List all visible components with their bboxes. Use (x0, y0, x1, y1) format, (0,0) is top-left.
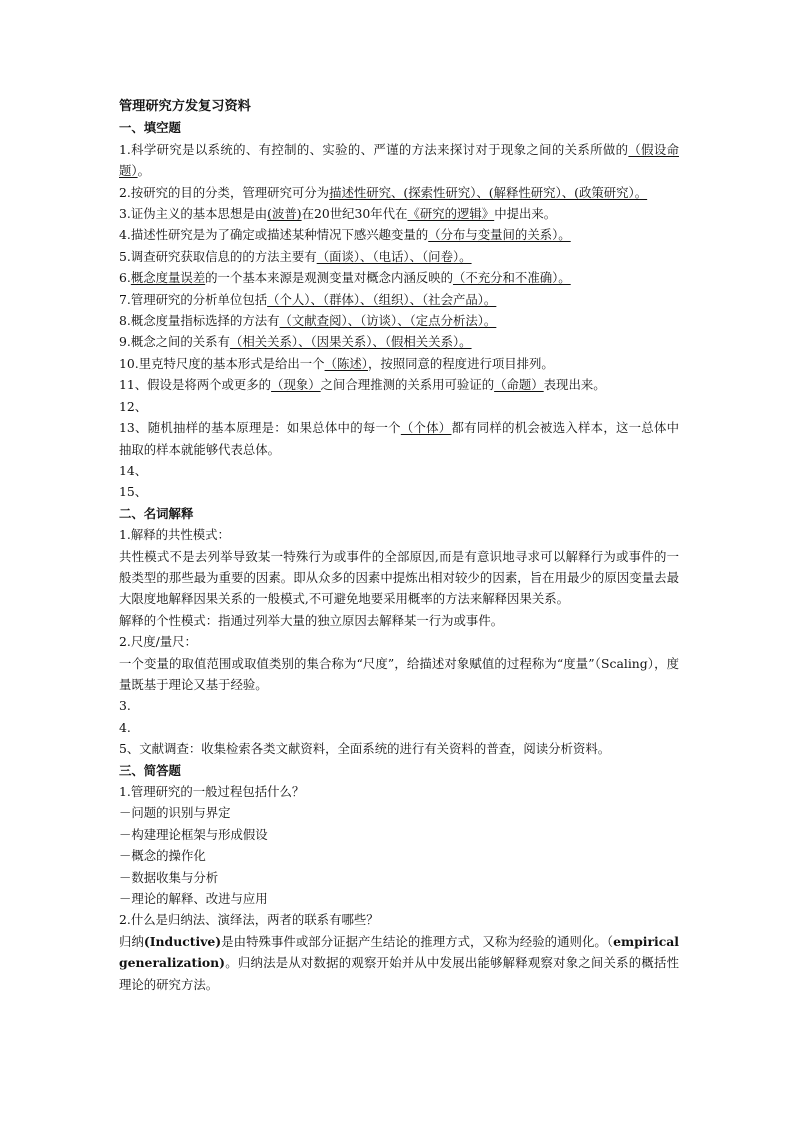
fill-question-15: 15、 (119, 484, 148, 500)
answer-blank: (波普) (267, 206, 302, 222)
term-5: 5、文献调查：收集检索各类文献资料，全面系统的进行有关资料的普查，阅读分析资料。 (119, 741, 611, 757)
fill-question-1 (119, 139, 679, 182)
short-answer-2 (119, 931, 679, 995)
term-2-heading: 2.尺度/量尺： (119, 634, 197, 650)
fill-question-12: 12、 (119, 398, 148, 414)
fill-question-10 (119, 353, 679, 374)
fill-question-11 (119, 374, 679, 395)
answer-blank: （文献查阅）、（访谈）、（定点分析法）。 (279, 313, 497, 329)
question-text: 都有同样的机会被选入样本，这一总体中抽取的样本就能够代表总体。 (119, 420, 679, 457)
fill-question-2 (119, 182, 679, 203)
question-text: 10.里克特尺度的基本形式是给出一个 (119, 355, 325, 371)
question-text: 在20世纪30年代在 (301, 206, 408, 222)
fill-question-8 (119, 310, 679, 331)
question-text: 之间合理推测的关系用可验证的 (320, 377, 495, 393)
document-title: 管理研究方发复习资料 (119, 99, 251, 114)
term-1-individual: 解释的个性模式：指通过列举大量的独立原因去解释某一行为或事件。 (119, 612, 504, 628)
answer-text: 是由特殊事件或部分证据产生结论的推理方式，又称为经验的通则化。（ (221, 933, 614, 949)
term-3: 3. (119, 698, 131, 714)
answer-blank: （个人）、（群体）、（组织）、（社会产品）。 (267, 291, 497, 307)
answer-blank: 概念度量误差 (130, 270, 206, 286)
question-text: 11、假设是将两个或更多的 (119, 377, 272, 393)
question-text: 3.证伪主义的基本思想是由 (119, 206, 268, 222)
answer-term: empirical generalization) (119, 933, 679, 971)
question-text: 2.按研究的目的分类，管理研究可分为 (119, 184, 330, 200)
process-step: －数据收集与分析 (119, 869, 219, 885)
answer-blank: （陈述） (324, 355, 368, 371)
process-step: －问题的识别与界定 (119, 805, 231, 821)
term-2-body: 一个变量的取值范围或取值类别的集合称为“尺度”，给描述对象赋值的过程称为“度量”（Scaling），度量既基于理论又基于经验。 (119, 655, 679, 692)
question-text: 。 (137, 163, 150, 179)
question-text: 的一个基本来源是观测变量对概念内涵反映的 (205, 270, 453, 286)
process-step: －理论的解释、改进与应用 (119, 891, 268, 907)
process-step: －构建理论框架与形成假设 (119, 826, 268, 842)
term-1-body: 共性模式不是去列举导致某一特殊行为或事件的全部原因,而是有意识地寻求可以解释行为或事件的一般类型的那些最为重要的因素。即从众多的因素中提炼出相对较少的因素，旨在用最少的原因变量去最大限度地解释因果关系的一般模式,不可避免地要采用概率的方法来解释因果关系。 (119, 548, 679, 607)
document-page (119, 96, 679, 995)
answer-text: 。归纳法是从对数据的观察开始并从中发展出能够解释观察对象之间关系的概括性理论的研究方法。 (119, 955, 679, 992)
question-text: 5.调查研究获取信息的的方法主要有 (119, 248, 317, 264)
answer-blank: （现象） (271, 377, 321, 393)
answer-blank: （相关关系）、（因果关系）、（假相关关系）。 (229, 334, 472, 350)
question-text: 表现出来。 (543, 377, 606, 393)
fill-question-5 (119, 246, 679, 267)
fill-question-14: 14、 (119, 462, 148, 478)
section-heading-terms: 二、名词解释 (119, 505, 194, 521)
answer-blank: （分布与变量间的关系）。 (428, 227, 571, 243)
short-question-2: 2.什么是归纳法、演绎法，两者的联系有哪些？ (119, 912, 379, 928)
answer-text: 归纳 (119, 933, 144, 949)
fill-question-6 (119, 267, 679, 288)
answer-term: (Inductive) (143, 933, 222, 949)
process-step: －概念的操作化 (119, 848, 206, 864)
answer-blank: 《研究的逻辑》 (407, 206, 495, 222)
question-text: 4.描述性研究是为了确定或描述某种情况下感兴趣变量的 (119, 227, 429, 243)
fill-question-4 (119, 224, 679, 245)
question-text: 13、随机抽样的基本原理是：如果总体中的每一个 (119, 420, 401, 436)
answer-blank: （命题） (494, 377, 544, 393)
question-text: 中提出来。 (494, 206, 557, 222)
term-1-heading: 1.解释的共性模式： (119, 527, 230, 543)
fill-question-9 (119, 331, 679, 352)
question-text: 7.管理研究的分析单位包括 (119, 291, 268, 307)
section-heading-short: 三、简答题 (119, 762, 181, 778)
answer-blank: （假设命题） (119, 141, 679, 179)
answer-blank: （不充分和不准确）。 (452, 270, 571, 286)
question-text: 8.概念度量指标选择的方法有 (119, 313, 280, 329)
fill-question-3 (119, 203, 679, 224)
question-text: 1.科学研究是以系统的、有控制的、实验的、严谨的方法来探讨对于现象之间的关系所做的 (119, 141, 629, 157)
question-text: 9.概念之间的关系有 (119, 334, 230, 350)
term-4: 4. (119, 719, 131, 735)
answer-blank: （面谈）、（电话）、（问卷）。 (316, 248, 472, 264)
fill-question-13 (119, 417, 679, 460)
question-text: ，按照同意的程度进行项目排列。 (367, 355, 554, 371)
section-heading-fill: 一、填空题 (119, 120, 181, 136)
answer-blank: 描述性研究、(探索性研究）、(解释性研究）、(政策研究）。 (329, 184, 648, 200)
question-text: 6. (119, 270, 131, 286)
fill-question-7 (119, 289, 679, 310)
answer-blank: （个体） (400, 420, 452, 436)
short-question-1: 1.管理研究的一般过程包括什么？ (119, 784, 305, 799)
